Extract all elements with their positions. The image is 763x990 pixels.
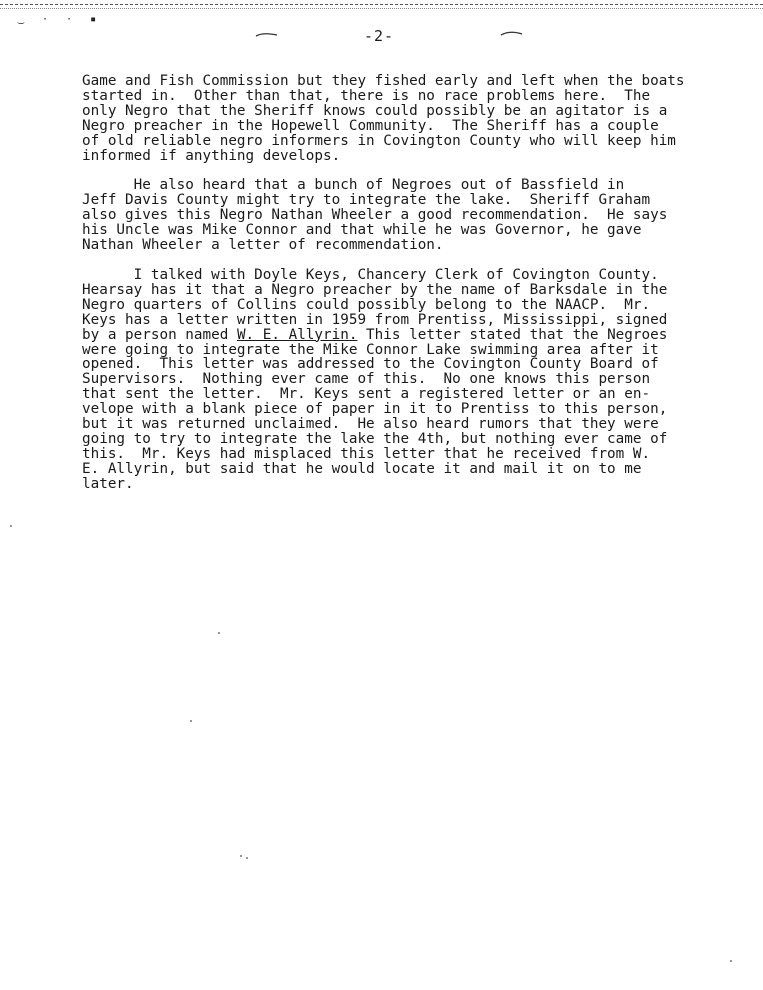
page-number: -2-	[364, 27, 395, 45]
scan-speck	[10, 525, 12, 527]
text-line: but it was returned unclaimed. He also heard rumors that they were	[82, 416, 659, 433]
text-line: started in. Other than that, there is no race problems here. The	[82, 87, 651, 104]
top-edge-rule	[0, 4, 763, 5]
paragraph-2	[82, 178, 667, 253]
text-line: later.	[82, 475, 134, 492]
text-line: of old reliable negro informers in Covington County who will keep him	[82, 132, 676, 149]
text-line: his Uncle was Mike Connor and that while he was Governor, he gave	[82, 221, 642, 238]
text-line: velope with a blank piece of paper in it to Prentiss to this person,	[82, 401, 668, 418]
scan-speck	[240, 855, 242, 857]
handwritten-mark-left	[255, 30, 279, 40]
text-line-with-name	[82, 328, 667, 343]
text-line: I talked with Doyle Keys, Chancery Clerk of Covington County.	[82, 267, 659, 283]
corner-scan-marks: ‿ · · ▪	[18, 14, 103, 25]
text-line: Nathan Wheeler a letter of recommendation.	[82, 236, 444, 253]
scan-speck	[730, 960, 732, 962]
text-line: Keys has a letter written in 1959 from Prentiss, Mississippi, signed	[82, 311, 668, 328]
scan-speck	[218, 632, 220, 634]
text-line: going to try to integrate the lake the 4th, but nothing ever came of	[82, 430, 668, 447]
text-line: Negro preacher in the Hopewell Community. The Sheriff has a couple	[82, 117, 659, 134]
text-line: opened. This letter was addressed to the Covington County Board of	[82, 356, 659, 373]
text-line: Jeff Davis County might try to integrate the lake. Sheriff Graham	[82, 191, 651, 208]
text-line: E. Allyrin, but said that he would locate it and mail it on to me	[82, 460, 642, 477]
scan-speck	[246, 857, 248, 859]
scan-speck	[190, 720, 192, 722]
text-line: He also heard that a bunch of Negroes out of Bassfield in	[82, 177, 625, 193]
top-edge-rule-secondary	[0, 8, 763, 9]
text-line: this. Mr. Keys had misplaced this letter that he received from W.	[82, 445, 651, 462]
text-line: Hearsay has it that a Negro preacher by the name of Barksdale in the	[82, 281, 668, 298]
line-prefix: by a person named	[82, 326, 237, 343]
text-line: also gives this Negro Nathan Wheeler a good recommendation. He says	[82, 206, 668, 223]
text-line: Negro quarters of Collins could possibly belong to the NAACP. Mr.	[82, 296, 651, 313]
text-line: only Negro that the Sheriff knows could possibly be an agitator is a	[82, 102, 668, 119]
paragraph-3	[82, 268, 667, 492]
text-line: Supervisors. Nothing ever came of this. No one knows this person	[82, 371, 651, 388]
line-suffix: This letter stated that the Negroes	[357, 326, 668, 343]
handwritten-mark-right	[500, 30, 524, 40]
underlined-name: W. E. Allyrin.	[236, 326, 358, 343]
text-line: that sent the letter. Mr. Keys sent a registered letter or an en-	[82, 386, 651, 403]
text-line: were going to integrate the Mike Connor Lake swimming area after it	[82, 341, 659, 358]
paragraph-1	[82, 74, 685, 163]
text-line: informed if anything develops.	[82, 147, 341, 164]
text-line: Game and Fish Commission but they fished early and left when the boats	[82, 73, 685, 89]
